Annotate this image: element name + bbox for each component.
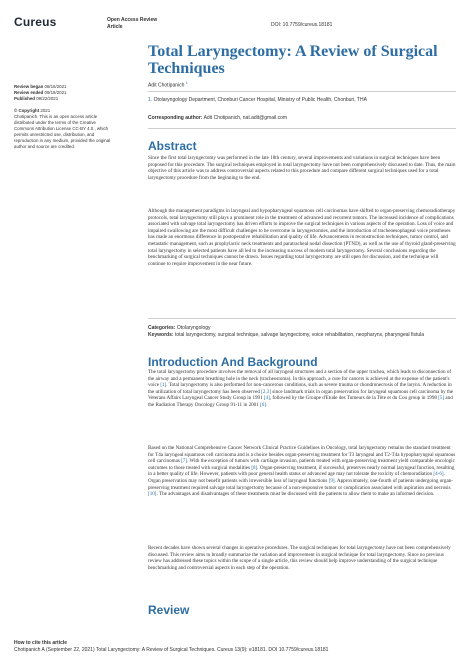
citation-link[interactable]: [1]	[160, 382, 167, 389]
introduction-paragraph-1: The total laryngectomy procedure involves the removal of all laryngeal structures and a section of the upper trachea, which leads to disconnection of the airway and a permanent breathing hole in the neck (tracheostoma). In this approach, a cure for cancers is achieved at the expense of the patient's voice [1]. Total laryngectomy is also performed for non-cancerous conditions, such as severe trauma or chondronecrosis of the larynx. A reduction in the utilization of total laryngectomy has been observed [2,3] since landmark trials in organ preservation for laryngeal squamous cell carcinoma by the Veterans Affairs Laryngeal Cancer Study Group in 1991 [4], followed by the Groupe d'Etude des Tumeurs de la Tête et du Cou group in 1998 [5] and the Radiation Therapy Oncology Group 91-11 in 2001 [6].	[148, 369, 454, 408]
cite-heading: How to cite this article	[14, 640, 68, 646]
corresponding-text[interactable]: Adit Chotipanich, nat.adit@gmail.com	[203, 115, 288, 121]
abstract-heading: Abstract	[148, 139, 197, 153]
citation-link[interactable]: [10]	[148, 491, 157, 498]
license-text: Chotipanich. This is an open access article distributed under the terms of the Creative Commons Attribution License CC-BY 4.0., which permits unrestricted use, distribution, and reproduction in any medium, provided the original author and source are credited.	[14, 114, 111, 149]
affiliation-text: Otolaryngology Department, Chonburi Cancer Hospital, Ministry of Public Health, Chonburi, THA	[153, 97, 367, 103]
introduction-paragraph-3: Recent decades have shown several changes in operative procedures. The surgical techniques for total laryngectomy have not been comprehensively discussed. This review aims to broadly summarize the variation and improvement in surgical technique for total laryngectomy. Since no previous review has addressed these topics within the scope of a single article, this review should help improve understanding of the surgical technique benchmarking and controversial aspects in each step of the operation.	[148, 545, 451, 571]
citation-link[interactable]: [4]	[263, 395, 270, 402]
keywords	[148, 332, 456, 339]
keywords-label: Keywords:	[148, 332, 174, 338]
review-began: Review began 08/16/2021	[14, 84, 67, 89]
introduction-paragraph-2: Based on the National Comprehensive Cancer Network Clinical Practice Guidelines in Oncology, total laryngectomy remains the standard treatment for T4a laryngeal squamous cell carcinoma and is a choice besides organ-preserving treatment for T3 laryngeal and T2-T4a hypopharyngeal squamous cell carcinomas [7]. With the exception of tumors with cartilage invasion, patients treated with organ-preserving treatment yield comparable oncologic outcomes to those treated with surgical modalities [8]. Organ-preserving treatment, if successful, preserves nearly normal laryngeal function, resulting in a better quality of life. However, patients with poor general health status or advanced age may not tolerate the toxicity of chemoradiation [4-6]. Organ preservation may not benefit patients with irreversible loss of laryngeal functions [9]. Approximately, one-fourth of patients undergoing organ-preserving treatment required salvage total laryngectomy because of a non-responsive tumor or complication associated with aspiration and necrosis [10]. The advantages and disadvantages of these treatments must be discussed with the patients to allow them to make an informed decision.	[148, 445, 456, 498]
citation-link[interactable]: [9]	[328, 477, 335, 484]
affiliation-number: 1.	[148, 97, 153, 103]
citation-link[interactable]: [6]	[260, 401, 266, 408]
citation-link[interactable]: [4-6]	[433, 471, 444, 478]
article-type-line1: Open Access Review	[107, 17, 158, 23]
review-heading: Review	[148, 603, 190, 617]
categories	[148, 325, 456, 332]
journal-logo: Cureus	[14, 15, 57, 29]
citation-link[interactable]: [7]	[181, 458, 188, 465]
cite-text: Chotipanich A (September 22, 2021) Total Laryngectomy: A Review of Surgical Techniques. Cureus 13(9): e18181. DOI 10.7759/cureus.18181	[14, 647, 329, 653]
affiliation	[148, 97, 367, 103]
header-doi[interactable]: DOI: 10.7759/cureus.18181	[271, 22, 333, 28]
keywords-text: total laryngectomy, surgical technique, salvage laryngectomy, voice rehabilitation, neopharynx, pharyngeal fistula	[174, 332, 425, 338]
divider	[148, 91, 456, 92]
corresponding-author	[148, 115, 287, 121]
author-line	[148, 81, 188, 89]
copyright-block	[14, 108, 112, 150]
corresponding-label: Corresponding author:	[148, 115, 203, 121]
introduction-heading: Introduction And Background	[148, 355, 318, 369]
article-type-line2: Article	[107, 23, 123, 30]
abstract-paragraph-1: Since the first total laryngectomy was performed in the late 18th century, several improvements and variations in surgical techniques have been proposed for this procedure. The surgical techniques employed in total laryngectomy have not been comprehensively discussed to date. Thus, the main objective of this article was to address controversial aspects related to this procedure and compare different surgical techniques used for a total laryngectomy procedure from the beginning to the end.	[148, 155, 456, 181]
abstract-paragraph-2: Although the management paradigms in laryngeal and hypopharyngeal squamous cell carcinomas have shifted to organ-preserving chemoradiotherapy protocols, total laryngectomy still plays a prominent role in the treatment of advanced and recurrent tumors. The increased incidence of complications associated with salvage total laryngectomy has driven efforts to improve the surgical techniques in various aspects of the operation. Loss of voice and impaired swallowing are the most difficult challenges to be overcome in laryngectomies, and the introduction of tracheoesophageal voice prostheses has made an enormous difference in postoperative rehabilitation and quality of life. Advancements in reconstruction techniques, tumor control, and metastatic management, such as prophylactic neck treatments and paratracheal nodal dissection (PTND), as well as the use of thyroid gland-preserving total laryngectomy in selected patients have all led to the increasing success of modern total laryngectomy. Several conclusions regarding the benchmarking of surgical techniques cannot be drawn. Issues regarding total laryngectomy are still open for discussion, and the technique will continue to require improvement in the near future.	[148, 208, 456, 267]
review-ended: Review ended 09/19/2021	[14, 90, 67, 95]
copyright-label: © Copyright 2021	[14, 108, 51, 113]
review-dates	[14, 84, 112, 102]
article-type	[107, 17, 157, 30]
author-name[interactable]: Adit Chotipanich	[148, 82, 185, 89]
categories-text[interactable]: Otolaryngology	[176, 325, 211, 331]
article-title: Total Laryngectomy: A Review of Surgical Techniques	[148, 43, 438, 77]
citation-link[interactable]: [2,3]	[261, 388, 271, 395]
divider	[148, 128, 456, 129]
published-date: Published 09/22/2021	[14, 96, 59, 101]
citation-link[interactable]: [5]	[438, 395, 445, 402]
categories-label: Categories:	[148, 325, 176, 331]
divider	[148, 318, 456, 319]
citation-link[interactable]: [8]	[251, 464, 258, 471]
author-affiliation-ref: 1	[185, 81, 188, 85]
